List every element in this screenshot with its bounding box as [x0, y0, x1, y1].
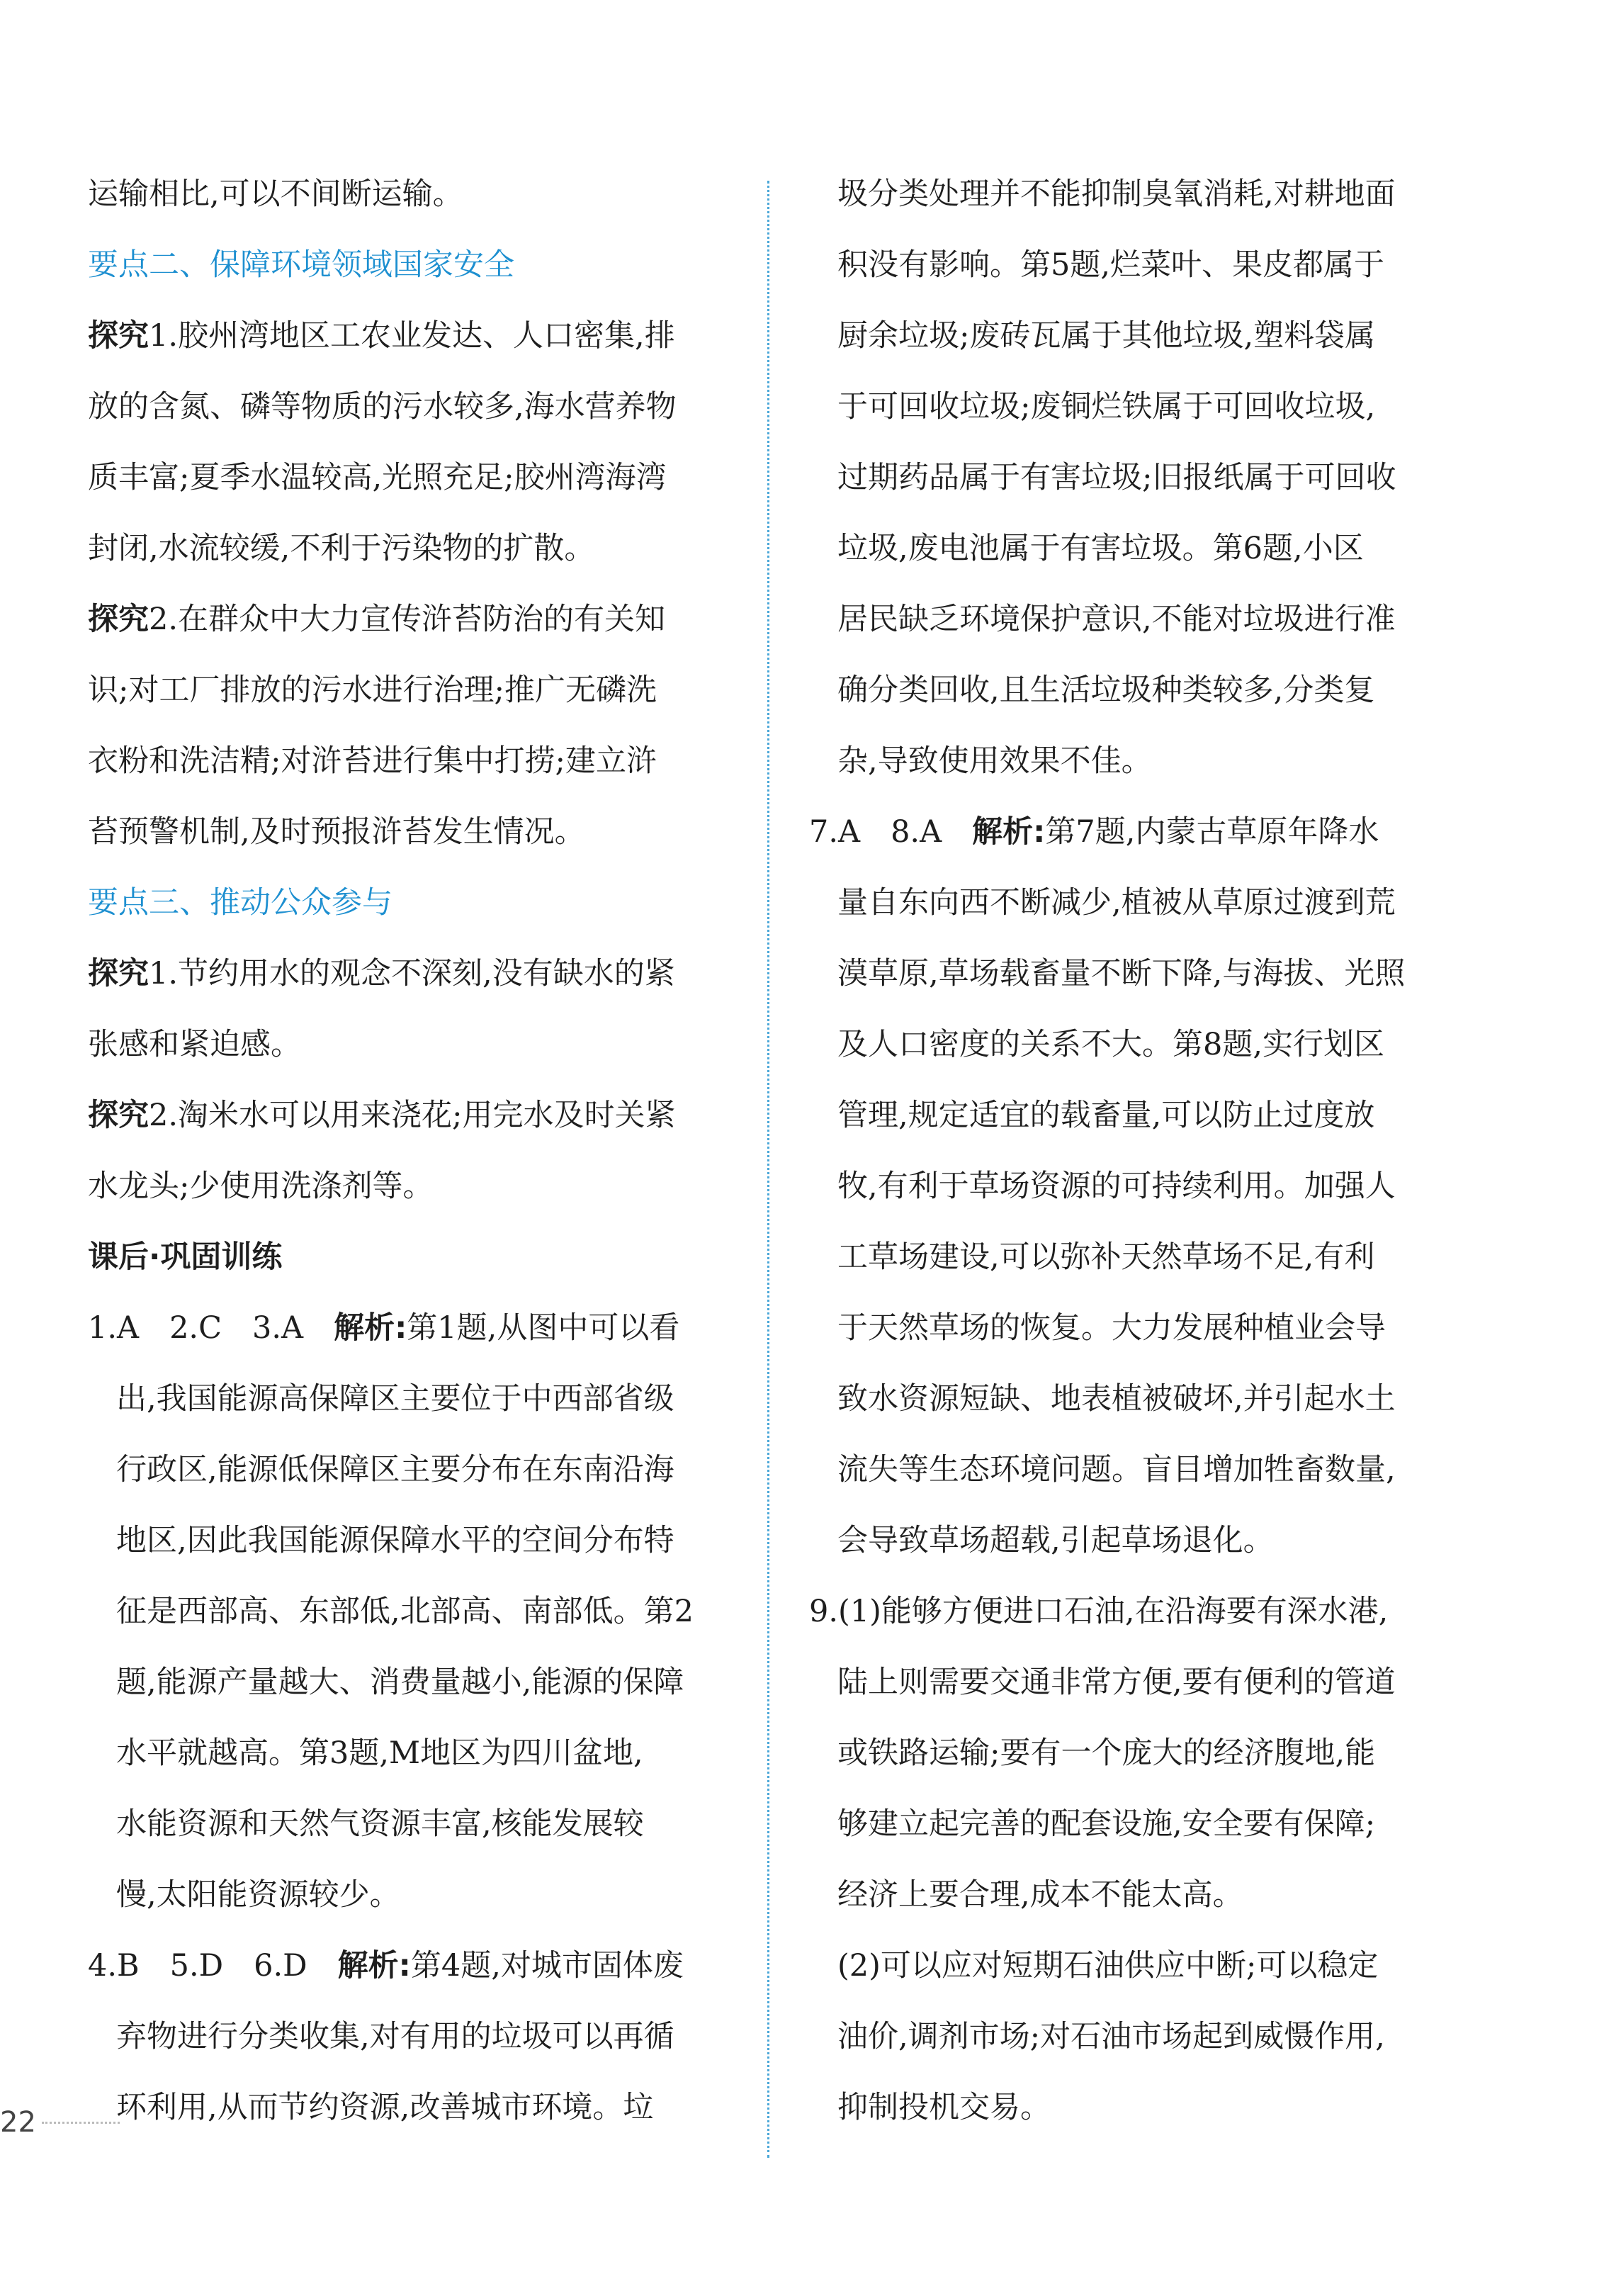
text-line-indented [809, 1293, 1454, 1363]
answer-choices: 7.A 8.A [809, 814, 973, 850]
text-line [88, 159, 754, 230]
text-line-indented [809, 513, 1454, 584]
line-text: 要点三、推动公众参与 [88, 885, 392, 921]
right-column [809, 159, 1454, 2143]
line-text: 水能资源和天然气资源丰富,核能发展较 [116, 1806, 644, 1842]
line-text: 放的含氮、磷等物质的污水较多,海水营养物 [88, 389, 677, 424]
text-line-indented [809, 584, 1454, 655]
answer-line [88, 1293, 754, 1363]
text-line-indented [809, 867, 1454, 938]
explore-item [88, 300, 754, 371]
text-line-indented [88, 1718, 754, 1789]
line-text: 致水资源短缺、地表植被破坏,并引起水土 [837, 1381, 1396, 1417]
line-text: 题,能源产量越大、消费量越小,能源的保障 [116, 1665, 684, 1700]
line-text: 1.节约用水的观念不深刻,没有缺水的紧 [149, 956, 675, 991]
line-text: 油价,调剂市场;对石油市场起到威慑作用, [837, 2019, 1385, 2054]
line-text: 及人口密度的关系不大。第8题,实行划区 [837, 1027, 1385, 1062]
analysis-label: 解析: [972, 814, 1046, 850]
line-text: 垃圾,废电池属于有害垃圾。第6题,小区 [837, 531, 1364, 566]
line-text: 第7题,内蒙古草原年降水 [1045, 814, 1379, 850]
line-text: 识;对工厂排放的污水进行治理;推广无磷洗 [88, 673, 657, 708]
text-line-indented [88, 1576, 754, 1647]
text-line-indented [809, 1363, 1454, 1434]
line-text: 环利用,从而节约资源,改善城市环境。垃 [116, 2090, 654, 2125]
line-text: 慢,太阳能资源较少。 [116, 1877, 400, 1913]
line-text: 苔预警机制,及时预报浒苔发生情况。 [88, 814, 585, 850]
text-line [88, 371, 754, 442]
answer-line [88, 1930, 754, 2001]
line-text: (2)可以应对短期石油供应中断;可以稳定 [837, 1948, 1379, 1983]
line-text: 漠草原,草场载畜量不断下降,与海拔、光照 [837, 956, 1406, 991]
explore-label: 探究 [88, 1098, 149, 1133]
text-line-indented [809, 1859, 1454, 1930]
text-line-indented [88, 1434, 754, 1505]
line-text: 会导致草场超载,引起草场退化。 [837, 1523, 1274, 1558]
page-number-text: 22 [0, 2106, 36, 2139]
text-line-indented [88, 1647, 754, 1718]
line-text: 封闭,水流较缓,不利于污染物的扩散。 [88, 531, 595, 566]
text-line [88, 513, 754, 584]
line-text: 水龙头;少使用洗涤剂等。 [88, 1169, 434, 1204]
line-text: 水平就越高。第3题,M地区为四川盆地, [116, 1735, 643, 1771]
section-title [88, 1222, 754, 1293]
line-text: 于可回收垃圾;废铜烂铁属于可回收垃圾, [837, 389, 1376, 424]
text-line-indented [809, 938, 1454, 1009]
line-text: 第4题,对城市固体废 [410, 1948, 684, 1983]
line-text: 够建立起完善的配套设施,安全要有保障; [837, 1806, 1376, 1842]
line-text: 过期药品属于有害垃圾;旧报纸属于可回收 [837, 460, 1396, 495]
analysis-label: 解析: [334, 1310, 407, 1346]
line-text: 质丰富;夏季水温较高,光照充足;胶州湾海湾 [88, 460, 667, 495]
text-line-indented [88, 2001, 754, 2072]
text-line-indented [88, 1789, 754, 1859]
text-line-indented [809, 1151, 1454, 1222]
text-line-indented [809, 1505, 1454, 1576]
text-line-indented [809, 371, 1454, 442]
answer-choices: 1.A 2.C 3.A [88, 1310, 334, 1346]
line-text: 衣粉和洗洁精;对浒苔进行集中打捞;建立浒 [88, 743, 657, 779]
explore-label: 探究 [88, 318, 149, 354]
line-text: 确分类回收,且生活垃圾种类较多,分类复 [837, 673, 1375, 708]
answer-line [809, 797, 1454, 867]
section-heading [88, 230, 754, 300]
text-line-indented [809, 726, 1454, 797]
page-number [0, 2101, 120, 2144]
line-text: 行政区,能源低保障区主要分布在东南沿海 [116, 1452, 674, 1487]
line-text: 或铁路运输;要有一个庞大的经济腹地,能 [837, 1735, 1376, 1771]
text-line-indented [809, 1789, 1454, 1859]
line-text: 抑制投机交易。 [837, 2090, 1051, 2125]
line-text: 课后·巩固训练 [88, 1239, 283, 1275]
line-text: 出,我国能源高保障区主要位于中西部省级 [116, 1381, 674, 1417]
text-line-indented [88, 1505, 754, 1576]
line-text: 杂,导致使用效果不佳。 [837, 743, 1152, 779]
line-text: 第1题,从图中可以看 [407, 1310, 680, 1346]
text-line-indented [809, 230, 1454, 300]
text-line [88, 1009, 754, 1080]
line-text: 地区,因此我国能源保障水平的空间分布特 [116, 1523, 674, 1558]
line-text: 工草场建设,可以弥补天然草场不足,有利 [837, 1239, 1375, 1275]
explore-item [88, 584, 754, 655]
line-text: 牧,有利于草场资源的可持续利用。加强人 [837, 1169, 1396, 1204]
text-line [88, 1151, 754, 1222]
line-text: 居民缺乏环境保护意识,不能对垃圾进行准 [837, 602, 1396, 637]
text-line [88, 655, 754, 726]
line-text: 张感和紧迫感。 [88, 1027, 301, 1062]
line-text: 1.胶州湾地区工农业发达、人口密集,排 [149, 318, 675, 354]
text-line-indented [88, 1859, 754, 1930]
text-line-indented [809, 655, 1454, 726]
explore-label: 探究 [88, 602, 149, 637]
line-text: 圾分类处理并不能抑制臭氧消耗,对耕地面 [837, 176, 1396, 212]
answer-choices: 4.B 5.D 6.D [88, 1948, 338, 1983]
text-line-indented [88, 2072, 754, 2143]
line-text: 2.在群众中大力宣传浒苔防治的有关知 [149, 602, 666, 637]
page-number-dots [42, 2122, 120, 2124]
left-column [88, 159, 754, 2143]
line-text: 经济上要合理,成本不能太高。 [837, 1877, 1243, 1913]
text-line [88, 797, 754, 867]
line-text: 量自东向西不断减少,植被从草原过渡到荒 [837, 885, 1396, 921]
text-line-indented [809, 442, 1454, 513]
text-line-indented [809, 1080, 1454, 1151]
text-line-indented [809, 159, 1454, 230]
explore-item [88, 938, 754, 1009]
text-line-indented [809, 1009, 1454, 1080]
explore-label: 探究 [88, 956, 149, 991]
line-text: 9.(1)能够方便进口石油,在沿海要有深水港, [809, 1594, 1389, 1629]
text-line-indented [809, 1930, 1454, 2001]
line-text: 要点二、保障环境领域国家安全 [88, 247, 514, 283]
line-text: 弃物进行分类收集,对有用的垃圾可以再循 [116, 2019, 674, 2054]
text-line [88, 726, 754, 797]
text-line-indented [809, 1434, 1454, 1505]
text-line-indented [809, 2072, 1454, 2143]
line-text: 管理,规定适宜的载畜量,可以防止过度放 [837, 1098, 1375, 1133]
text-line-indented [88, 1363, 754, 1434]
line-text: 征是西部高、东部低,北部高、南部低。第2 [116, 1594, 694, 1629]
line-text: 积没有影响。第5题,烂菜叶、果皮都属于 [837, 247, 1385, 283]
text-line-indented [809, 1647, 1454, 1718]
explore-item [88, 1080, 754, 1151]
text-line [88, 442, 754, 513]
line-text: 流失等生态环境问题。盲目增加牲畜数量, [837, 1452, 1396, 1487]
analysis-label: 解析: [337, 1948, 411, 1983]
text-line-indented [809, 300, 1454, 371]
text-line-indented [809, 1222, 1454, 1293]
line-text: 运输相比,可以不间断运输。 [88, 176, 463, 212]
line-text: 2.淘米水可以用来浇花;用完水及时关紧 [149, 1098, 676, 1133]
line-text: 于天然草场的恢复。大力发展种植业会导 [837, 1310, 1386, 1346]
text-line-indented [809, 2001, 1454, 2072]
line-text: 陆上则需要交通非常方便,要有便利的管道 [837, 1665, 1396, 1700]
text-line-indented [809, 1718, 1454, 1789]
section-heading [88, 867, 754, 938]
line-text: 厨余垃圾;废砖瓦属于其他垃圾,塑料袋属 [837, 318, 1376, 354]
text-line [809, 1576, 1454, 1647]
column-divider [767, 181, 769, 2158]
